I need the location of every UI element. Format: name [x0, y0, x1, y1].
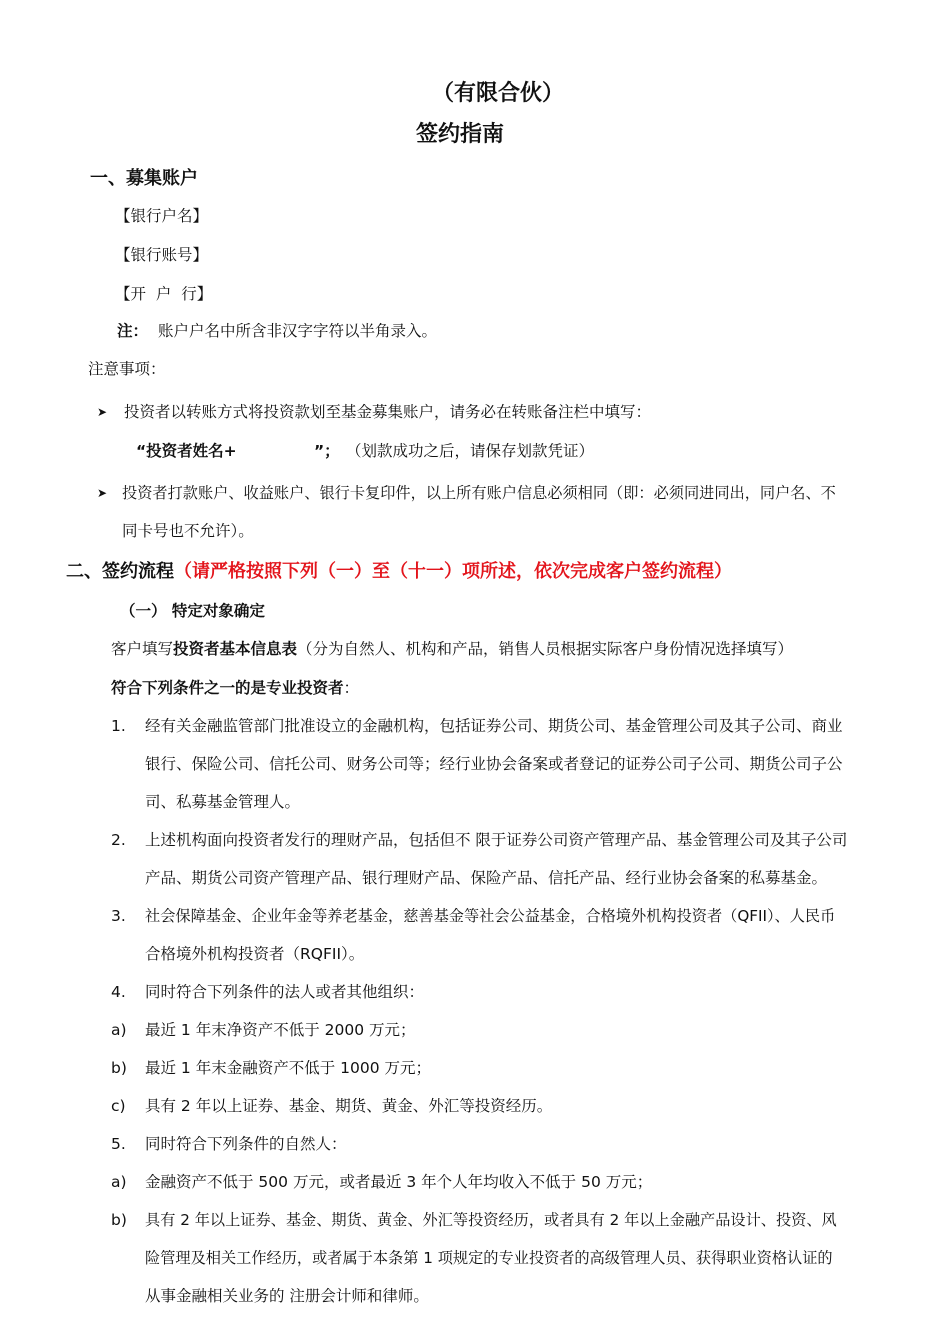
remark-hint: （划款成功之后，请保存划款凭证）: [346, 442, 595, 460]
list-item-line: 司、私募基金管理人。: [145, 793, 301, 811]
notice-label: 注意事项：: [88, 360, 166, 378]
list-marker: 3.: [111, 907, 126, 925]
intro-prefix: 客户填写: [111, 640, 174, 658]
list-item-line: 经有关金融监管部门批准设立的金融机构，包括证券公司、期货公司、基金管理公司及其子公司、商业: [145, 717, 843, 735]
list-marker: 4.: [111, 983, 126, 1001]
list-item-line: 银行、保险公司、信托公司、财务公司等；经行业协会备案或者登记的证券公司子公司、期货公司子公: [145, 755, 843, 773]
list-item-line: 最近 1 年末净资产不低于 2000 万元；: [145, 1021, 416, 1039]
bullet-account-consistency-line2: 同卡号也不允许）。: [122, 522, 254, 540]
list-marker: 1.: [111, 717, 126, 735]
note-text: 账户户名中所含非汉字字符以半角录入。: [158, 322, 438, 340]
criteria-colon: ：: [343, 679, 360, 697]
list-marker: 5.: [111, 1135, 126, 1153]
list-marker: 2.: [111, 831, 126, 849]
document-title: 签约指南: [416, 122, 505, 147]
document-subtitle: （有限合伙）: [432, 81, 565, 106]
sub1-heading: （一） 特定对象确定: [120, 602, 265, 620]
bullet-account-consistency-line1: 投资者打款账户、收益账户、银行卡复印件，以上所有账户信息必须相同（即：必须同进同出，同户名、不: [122, 484, 836, 502]
remark-format-close: ”；: [314, 442, 340, 460]
list-item-line: 金融资产不低于 500 万元，或者最近 3 年个人年均收入不低于 50 万元；: [145, 1173, 653, 1191]
criteria-heading: 符合下列条件之一的是专业投资者: [111, 679, 344, 697]
list-item-line: 产品、期货公司资产管理产品、银行理财产品、保险产品、信托产品、经行业协会备案的私募基金。: [145, 869, 828, 887]
list-marker: a): [111, 1173, 127, 1191]
list-item-line: 同时符合下列条件的自然人：: [145, 1135, 347, 1153]
intro-line: [111, 639, 793, 659]
list-item-line: 社会保障基金、企业年金等养老基金，慈善基金等社会公益基金，合格境外机构投资者（QFII）、人民币: [145, 907, 836, 925]
intro-bold: 投资者基本信息表: [173, 640, 298, 658]
list-item-line: 具有 2 年以上证券、基金、期货、黄金、外汇等投资经历，或者具有 2 年以上金融产品设计、投资、风: [145, 1211, 837, 1229]
list-marker: b): [111, 1211, 127, 1229]
section2-heading-note: （请严格按照下列（一）至（十一）项所述，依次完成客户签约流程）: [174, 561, 732, 582]
list-marker: b): [111, 1059, 127, 1077]
list-item-line: 上述机构面向投资者发行的理财产品，包括但不 限于证券公司资产管理产品、基金管理公司及其子公司: [145, 831, 848, 849]
bank-name-label: 【银行户名】: [115, 207, 209, 225]
list-marker: a): [111, 1021, 127, 1039]
arrow-bullet-icon: ➤: [97, 486, 108, 500]
remark-format: “投资者姓名+: [136, 442, 237, 460]
criteria-line: [111, 678, 359, 698]
list-item-line: 合格境外机构投资者（RQFII）。: [145, 945, 365, 963]
list-marker: c): [111, 1097, 126, 1115]
bank-account-label: 【银行账号】: [115, 246, 209, 264]
section1-heading: 一、募集账户: [90, 168, 198, 189]
intro-suffix: （分为自然人、机构和产品，销售人员根据实际客户身份情况选择填写）: [297, 640, 794, 658]
section2-heading-line: [66, 560, 732, 584]
section2-heading: 二、签约流程: [66, 561, 174, 582]
note-label: 注：: [117, 322, 149, 340]
list-item-line: 最近 1 年末金融资产不低于 1000 万元；: [145, 1059, 432, 1077]
bank-branch-label: 【开 户 行】: [115, 285, 213, 303]
list-item-line: 险管理及相关工作经历，或者属于本条第 1 项规定的专业投资者的高级管理人员、获得职业资格认证的: [145, 1249, 833, 1267]
list-item-line: 从事金融相关业务的 注册会计师和律师。: [145, 1287, 429, 1305]
arrow-bullet-icon: ➤: [97, 405, 108, 419]
bullet-transfer-remark: 投资者以转账方式将投资款划至基金募集账户，请务必在转账备注栏中填写：: [124, 403, 652, 421]
list-item-line: 具有 2 年以上证券、基金、期货、黄金、外汇等投资经历。: [145, 1097, 553, 1115]
list-item-line: 同时符合下列条件的法人或者其他组织：: [145, 983, 425, 1001]
